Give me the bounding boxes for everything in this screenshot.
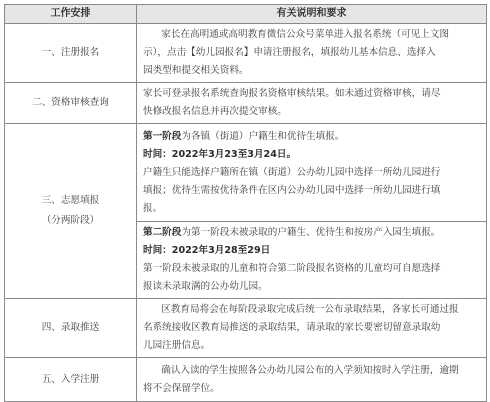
table-row [5,24,487,83]
phase2-time-label: 时间： [143,245,172,256]
phase1-title [143,128,480,146]
desc-line: 示），点击【幼儿园报名】申请注册报名，填报幼儿基本信息、选择入 [143,47,436,58]
preference-label: 三、志愿填报 [41,195,100,206]
preference-sublabel: （分两阶段） [41,215,100,226]
desc-line: 户籍生只能选择户籍所在镇（街道）公办幼儿园中选择一所幼儿园进行 [143,166,441,178]
row-label-enrollment: 五、入学注册 [5,358,137,402]
header-notes-requirements: 有关说明和要求 [137,5,487,24]
table-header-row [5,5,487,24]
phase1-time [143,146,480,164]
phase1-title-bold: 第一阶段 [143,130,182,142]
table-row [5,124,487,222]
schedule-table [4,4,487,402]
row-label-registration: 一、注册报名 [5,24,137,83]
desc-line: 确认入读的学生按照各公办幼儿园公布的入学须知按时入学注册，逾期 [161,364,459,376]
row-desc-admission [137,299,487,358]
phase2-title-bold: 第二阶段 [143,227,182,238]
desc-line: 名系统接收区教育局推送的录取结果，请录取的家长要密切留意录取幼 [143,322,441,333]
row-desc-qualification [137,83,487,124]
desc-line: 园类型和提交相关资料。 [143,65,249,76]
header-work-arrangement: 工作安排 [5,5,137,24]
desc-line: 家长在高明通或高明教育微信公众号菜单进入报名系统（可见上文图 [161,29,450,40]
row-desc-phase2 [137,222,487,299]
row-desc-registration [137,24,487,83]
phase2-title-rest: 为第一阶段未被录取的户籍生、优待生和按房产入园生填报。 [181,227,441,238]
table-row [5,358,487,402]
phase2-time-value: 2022年3月28至29日 [171,245,271,256]
table-row [5,299,487,358]
desc-line: 区教育局将会在每阶段录取完成后统一公布录取结果，各家长可通过报 [161,304,459,315]
phase2-title [143,224,480,242]
phase1-title-rest: 为各镇（街道）户籍生和优待生填报。 [181,130,345,142]
phase1-time-value: 2022年3月23至3月24日 [171,148,287,160]
desc-line: 报读未录取满的公办幼儿园。 [143,281,268,292]
row-label-preference [5,124,137,299]
phase1-time-end: 。 [286,148,297,160]
phase2-time [143,242,480,260]
phase1-time-label: 时间： [143,148,172,160]
row-label-qualification: 二、资格审核查询 [5,83,137,124]
desc-line: 报。 [143,202,163,214]
desc-line: 儿园注册信息。 [143,340,211,351]
table-row [5,83,487,124]
desc-line: 快修改报名信息并再次提交审核。 [143,106,287,117]
row-desc-phase1 [137,124,487,222]
desc-line: 家长可登录报名系统查询报名资格审核结果。如未通过资格审核，请尽 [143,88,441,99]
row-desc-enrollment [137,358,487,402]
desc-line: 第一阶段未被录取的儿童和符合第二阶段报名资格的儿童均可自愿选择 [143,263,441,274]
desc-line: 填报；优待生需按优待条件在区内公办幼儿园中选择一所幼儿园进行填 [143,184,441,196]
row-label-admission: 四、录取推送 [5,299,137,358]
desc-line: 将不会保留学位。 [143,382,220,394]
